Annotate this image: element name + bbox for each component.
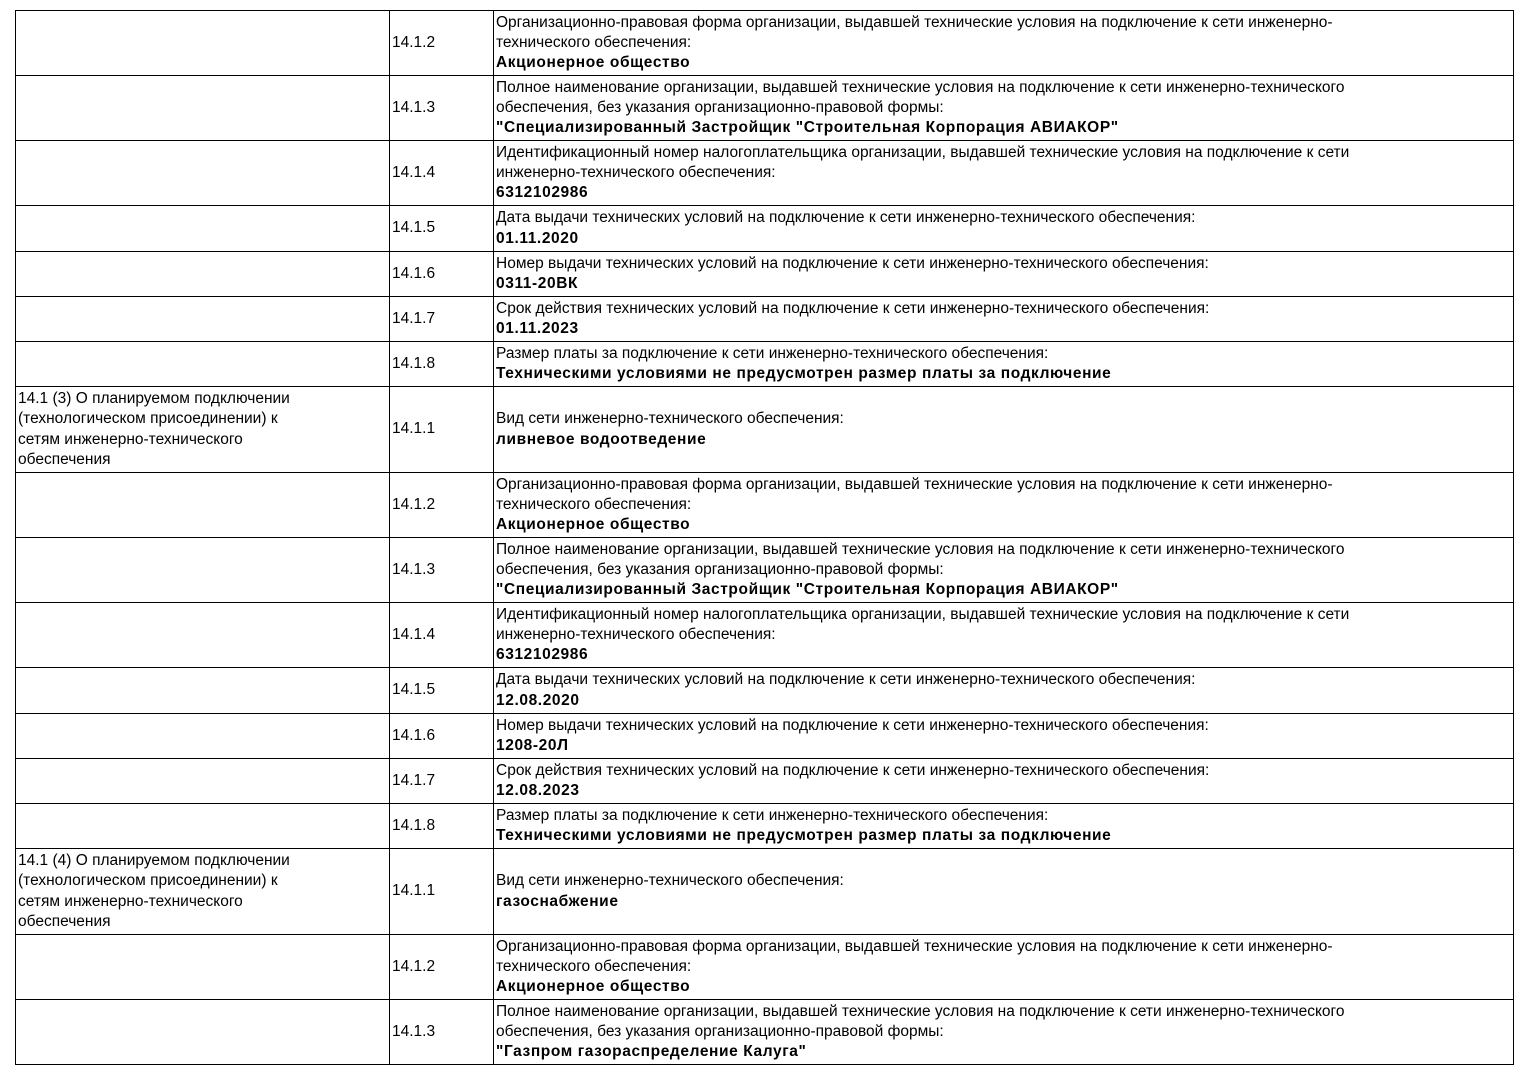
item-value: 01.11.2023	[496, 320, 579, 337]
item-value: 1208-20Л	[496, 737, 569, 754]
item-code: 14.1.1	[390, 387, 494, 473]
section-title-line: 14.1 (4) О планируемом подключении	[18, 851, 290, 869]
item-cell	[494, 342, 1514, 387]
item-value: Акционерное общество	[496, 978, 691, 996]
section-title-line: 14.1 (3) О планируемом подключении	[18, 389, 290, 407]
item-description-line: обеспечения, без указания организационно-правовой формы:	[496, 1022, 944, 1040]
table-row	[16, 473, 1514, 538]
item-code: 14.1.7	[390, 297, 494, 342]
item-value: "Специализированный Застройщик "Строительная Корпорация АВИАКОР"	[496, 119, 1119, 137]
item-description-line: Размер платы за подключение к сети инженерно-технического обеспечения:	[496, 806, 1049, 824]
item-code: 14.1.2	[390, 473, 494, 538]
item-code: 14.1.4	[390, 141, 494, 206]
item-cell	[494, 714, 1514, 759]
section-cell	[16, 759, 390, 804]
table-row	[16, 141, 1514, 206]
section-cell	[16, 603, 390, 668]
table-row	[16, 252, 1514, 297]
item-description-line: технического обеспечения:	[496, 33, 692, 51]
item-description-line: Размер платы за подключение к сети инженерно-технического обеспечения:	[496, 344, 1049, 362]
item-description-line: Вид сети инженерно-технического обеспечения:	[496, 872, 844, 890]
item-value: 6312102986	[496, 184, 589, 202]
table-row	[16, 603, 1514, 668]
item-value: 12.08.2023	[496, 782, 580, 799]
item-cell	[494, 141, 1514, 206]
item-value: "Специализированный Застройщик "Строительная Корпорация АВИАКОР"	[496, 581, 1119, 599]
section-cell	[16, 668, 390, 714]
section-title-line: обеспечения	[18, 450, 111, 468]
item-value: 6312102986	[496, 646, 589, 664]
table-row	[16, 297, 1514, 342]
item-value: Акционерное общество	[496, 54, 691, 72]
connection-details-table	[15, 10, 1514, 1065]
item-description-line: Дата выдачи технических условий на подключение к сети инженерно-технического обеспечения:	[496, 671, 1196, 689]
item-value: ливневое водоотведение	[496, 430, 707, 448]
item-description-line: Полное наименование организации, выдавшей технические условия на подключение к сети инженерно-технического	[496, 1002, 1345, 1020]
item-code: 14.1.4	[390, 603, 494, 668]
item-value: Техническими условиями не предусмотрен размер платы за подключение	[496, 365, 1112, 382]
item-code: 14.1.1	[390, 849, 494, 935]
item-description-line: Организационно-правовая форма организации, выдавшей технические условия на подключение к сети инженерно-	[496, 937, 1333, 955]
item-value: Акционерное общество	[496, 516, 691, 534]
item-cell	[494, 76, 1514, 141]
item-description-line: Номер выдачи технических условий на подключение к сети инженерно-технического обеспечения:	[496, 254, 1209, 272]
item-value: 01.11.2020	[496, 229, 579, 247]
section-cell	[16, 714, 390, 759]
section-cell	[16, 76, 390, 141]
item-description-line: Вид сети инженерно-технического обеспечения:	[496, 410, 844, 428]
table-row	[16, 76, 1514, 141]
item-code: 14.1.2	[390, 935, 494, 1000]
item-description-line: инженерно-технического обеспечения:	[496, 163, 776, 181]
item-cell	[494, 1000, 1514, 1065]
section-cell	[16, 342, 390, 387]
table-row	[16, 714, 1514, 759]
item-description-line: Идентификационный номер налогоплательщика организации, выдавшей технические условия на подключение к сети	[496, 605, 1350, 623]
section-cell	[16, 804, 390, 849]
item-code: 14.1.3	[390, 538, 494, 603]
table-row	[16, 387, 1514, 473]
item-cell	[494, 849, 1514, 935]
item-cell	[494, 935, 1514, 1000]
item-cell	[494, 804, 1514, 849]
item-description-line: технического обеспечения:	[496, 495, 692, 513]
item-code: 14.1.6	[390, 252, 494, 297]
item-description-line: Полное наименование организации, выдавшей технические условия на подключение к сети инженерно-технического	[496, 540, 1345, 558]
table-row	[16, 538, 1514, 603]
table-row	[16, 935, 1514, 1000]
table-row	[16, 849, 1514, 935]
item-code: 14.1.7	[390, 759, 494, 804]
item-code: 14.1.3	[390, 76, 494, 141]
item-code: 14.1.3	[390, 1000, 494, 1065]
item-code: 14.1.8	[390, 804, 494, 849]
section-cell	[16, 252, 390, 297]
table-body	[16, 11, 1514, 1065]
item-description-line: инженерно-технического обеспечения:	[496, 625, 776, 643]
item-description-line: технического обеспечения:	[496, 957, 692, 975]
item-description-line: Организационно-правовая форма организации, выдавшей технические условия на подключение к сети инженерно-	[496, 475, 1333, 493]
item-cell	[494, 11, 1514, 76]
item-cell	[494, 603, 1514, 668]
item-cell	[494, 538, 1514, 603]
item-description-line: обеспечения, без указания организационно-правовой формы:	[496, 98, 944, 116]
section-title-line: сетям инженерно-технического	[18, 430, 243, 448]
item-description-line: Идентификационный номер налогоплательщика организации, выдавшей технические условия на подключение к сети	[496, 143, 1350, 161]
item-code: 14.1.2	[390, 11, 494, 76]
section-cell	[16, 11, 390, 76]
item-cell	[494, 473, 1514, 538]
item-cell	[494, 668, 1514, 714]
table-row	[16, 1000, 1514, 1065]
table-row	[16, 206, 1514, 252]
section-cell	[16, 297, 390, 342]
table-row	[16, 668, 1514, 714]
section-cell	[16, 473, 390, 538]
item-cell	[494, 252, 1514, 297]
item-description-line: Дата выдачи технических условий на подключение к сети инженерно-технического обеспечения:	[496, 209, 1196, 227]
item-value: газоснабжение	[496, 892, 619, 910]
section-cell	[16, 935, 390, 1000]
item-description-line: Срок действия технических условий на подключение к сети инженерно-технического обеспечения:	[496, 299, 1210, 317]
item-cell	[494, 387, 1514, 473]
section-title-line: сетям инженерно-технического	[18, 892, 243, 910]
section-cell	[16, 849, 390, 935]
table-row	[16, 759, 1514, 804]
section-cell	[16, 206, 390, 252]
item-value: 0311-20ВК	[496, 275, 579, 292]
item-code: 14.1.5	[390, 206, 494, 252]
item-cell	[494, 297, 1514, 342]
table-row	[16, 804, 1514, 849]
item-cell	[494, 206, 1514, 252]
item-description-line: Срок действия технических условий на подключение к сети инженерно-технического обеспечения:	[496, 761, 1210, 779]
section-title-line: (технологическом присоединении) к	[18, 410, 278, 428]
section-cell	[16, 1000, 390, 1065]
item-value: Техническими условиями не предусмотрен размер платы за подключение	[496, 827, 1112, 844]
table-row	[16, 342, 1514, 387]
table-row	[16, 11, 1514, 76]
item-description-line: обеспечения, без указания организационно-правовой формы:	[496, 560, 944, 578]
item-code: 14.1.6	[390, 714, 494, 759]
item-description-line: Организационно-правовая форма организации, выдавшей технические условия на подключение к сети инженерно-	[496, 13, 1333, 31]
item-description-line: Номер выдачи технических условий на подключение к сети инженерно-технического обеспечения:	[496, 716, 1209, 734]
item-cell	[494, 759, 1514, 804]
section-title-line: обеспечения	[18, 912, 111, 930]
section-cell	[16, 141, 390, 206]
section-cell	[16, 538, 390, 603]
item-value: "Газпром газораспределение Калуга"	[496, 1043, 807, 1061]
item-value: 12.08.2020	[496, 691, 580, 709]
item-description-line: Полное наименование организации, выдавшей технические условия на подключение к сети инженерно-технического	[496, 78, 1345, 96]
section-cell	[16, 387, 390, 473]
item-code: 14.1.5	[390, 668, 494, 714]
item-code: 14.1.8	[390, 342, 494, 387]
section-title-line: (технологическом присоединении) к	[18, 872, 278, 890]
